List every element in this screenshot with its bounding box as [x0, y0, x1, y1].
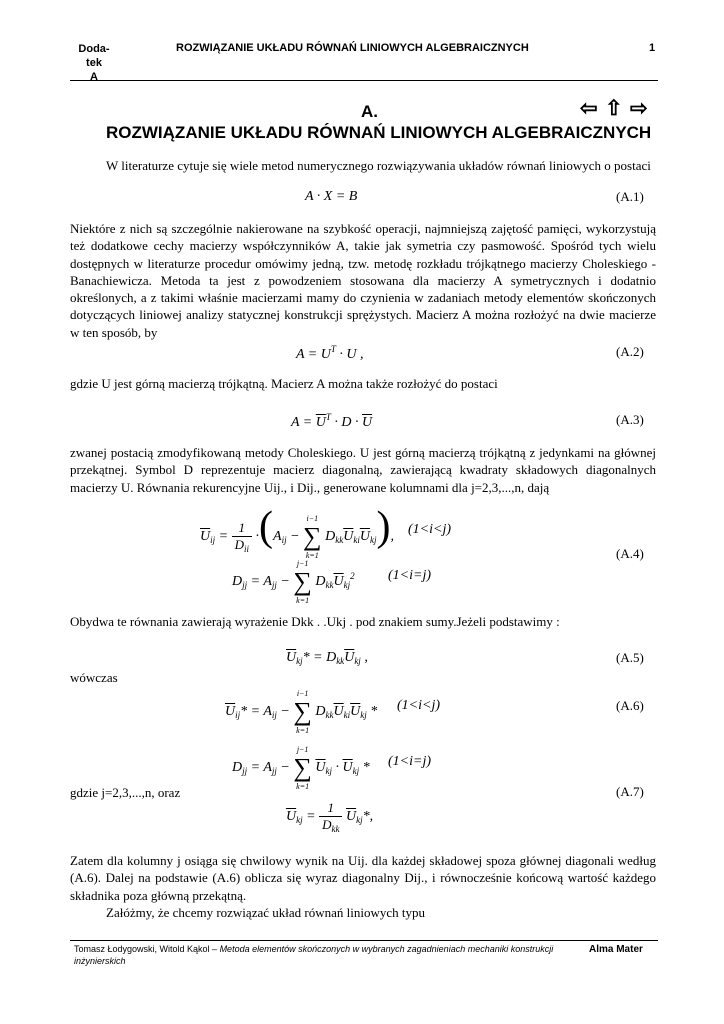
equation-a6: $\overline{U}_{ij}* = A_{ij} - i-1$ ∑ k=1 $D_{kk}\overline{U}_{ki}\overline{U}_{kj}$ * [225, 689, 378, 735]
paragraph: Obydwa te równania zawierają wyrażenie Dkk . .Ukj . pod znakiem sumy.Jeżeli podstawimy : [70, 614, 560, 629]
equation-condition: (1<i<j) [408, 522, 451, 537]
footer-book-title: Metoda elementów skończonych w wybranych zagadnieniach mechaniki konstrukcji inżynierskich [74, 944, 554, 966]
page-title: ROZWIĄZANIE UKŁADU RÓWNAŃ LINIOWYCH ALGEBRAICZNYCH [106, 123, 652, 142]
equation-number: (A.4) [616, 546, 644, 561]
appendix-label-line: tek [86, 57, 102, 69]
arrow-up-icon[interactable]: ⇧ [605, 97, 623, 120]
footer-publisher: Alma Mater [589, 944, 643, 955]
equation-condition: (1<i=j) [388, 568, 431, 583]
paragraph: Niektóre z nich są szczególnie nakierowane na szybkość operacji, najmniejszą zajętość pamięci, wykorzystują też dodatkowe cechy macierzy współczynników A, takie jak symetria czy pasmowość. Spośród tych wielu dostępnych w literaturze procedur omówimy jedną, tzw. metodę rozkładu trójkątnego macierzy Choleskiego - Banachiewicza. Metoda ta jest z powodzeniem stosowana dla macierzy A symetrycznych i dodatnio określonych, a z takimi właśnie macierzami mamy do czynienia w zadaniach metody elementów skończonych dotyczących liniowej analizy statycznej konstrukcji sprężystych. Macierz A można rozłożyć na dwie macierze w ten sposób, by [70, 221, 656, 340]
equation-a4-lower: $D_{jj} = A_{jj} - j-1$ ∑ k=1 $D_{kk}\overline{U}_{kj}^2$ [232, 559, 355, 605]
paragraph: zwanej postacią zmodyfikowaną metody Choleskiego. U jest górną macierzą trójkątną z jedynkami na głównej przekątnej. Symbol D reprezentuje macierz diagonalną, zawierającą kwadraty składowych diagonalnych macierzy U. Równania rekurencyjne Uij., i Dij., generowane kolumnami dla j=2,3,...,n, dają [70, 445, 656, 495]
appendix-letter: A. [361, 102, 378, 121]
equation-a2: $A = U^T \cdot U$ , [296, 344, 364, 362]
appendix-label-line: A [90, 71, 98, 83]
equation-a5: $\overline{U}_{kj}* = D_{kk}\overline{U}_{kj}$ , [286, 650, 368, 666]
paragraph: Zatem dla kolumny j osiąga się chwilowy wynik na Uij. dla każdej składowej spoza głównej diagonali według (A.6). Dalej na podstawie (A.6) oblicza się wyraz diagonalny Dij., i równocześnie końcową wartość każdego składnika poza główną przekątną. [70, 853, 656, 903]
footer-citation [74, 943, 574, 967]
equation-condition: (1<i<j) [397, 698, 440, 713]
header-divider [70, 80, 658, 81]
equation-a3: $A = \overline{U}^T \cdot D \cdot \overline{U}$ [291, 412, 373, 430]
equation-number: (A.3) [616, 412, 644, 427]
paragraph: wówczas [70, 670, 118, 685]
paragraph: Załóżmy, że chcemy rozwiązać układ równań liniowych typu [106, 905, 425, 920]
footer-divider [70, 940, 658, 941]
equation-condition: (1<i=j) [388, 754, 431, 769]
equation-number: (A.6) [616, 698, 644, 713]
equation-number: (A.7) [616, 784, 644, 799]
arrow-right-icon[interactable]: ⇨ [630, 97, 648, 120]
paragraph: gdzie U jest górną macierzą trójkątną. Macierz A można także rozłożyć do postaci [70, 376, 498, 391]
equation-number: (A.2) [616, 344, 644, 359]
running-title: ROZWIĄZANIE UKŁADU RÓWNAŃ LINIOWYCH ALGEBRAICZNYCH [176, 42, 529, 54]
footer-authors: Tomasz Łodygowski, Witold Kąkol – [74, 944, 220, 954]
arrow-left-icon[interactable]: ⇦ [580, 97, 598, 120]
appendix-label [74, 42, 114, 84]
equation-a6-diagonal: $D_{jj} = A_{jj} - j-1$ ∑ k=1 $\overline{U}_{kj} \cdot \overline{U}_{kj}$ * [232, 745, 370, 791]
equation-a4-upper: $\overline{U}_{ij}$ = $\frac{1}{D_{ii}}$ $\cdot(A_{ij} - i-1$ ∑ k=1 $D_{kk}\overline{U}_{ki}\overline{U}_{kj}$), [200, 504, 394, 560]
page-number: 1 [649, 42, 656, 54]
appendix-label-line: Doda- [78, 43, 110, 55]
equation-number: (A.5) [616, 650, 644, 665]
equation-a1: A · X = B [305, 189, 358, 204]
equation-number: (A.1) [616, 189, 644, 204]
equation-a7: $\overline{U}_{kj}$ = $\frac{1}{D_{kk}}$ $\overline{U}_{kj}*$, [286, 800, 374, 834]
paragraph: gdzie j=2,3,...,n, oraz [70, 785, 181, 800]
paragraph: W literaturze cytuje się wiele metod numerycznego rozwiązywania układów równań liniowych o postaci [106, 158, 651, 173]
